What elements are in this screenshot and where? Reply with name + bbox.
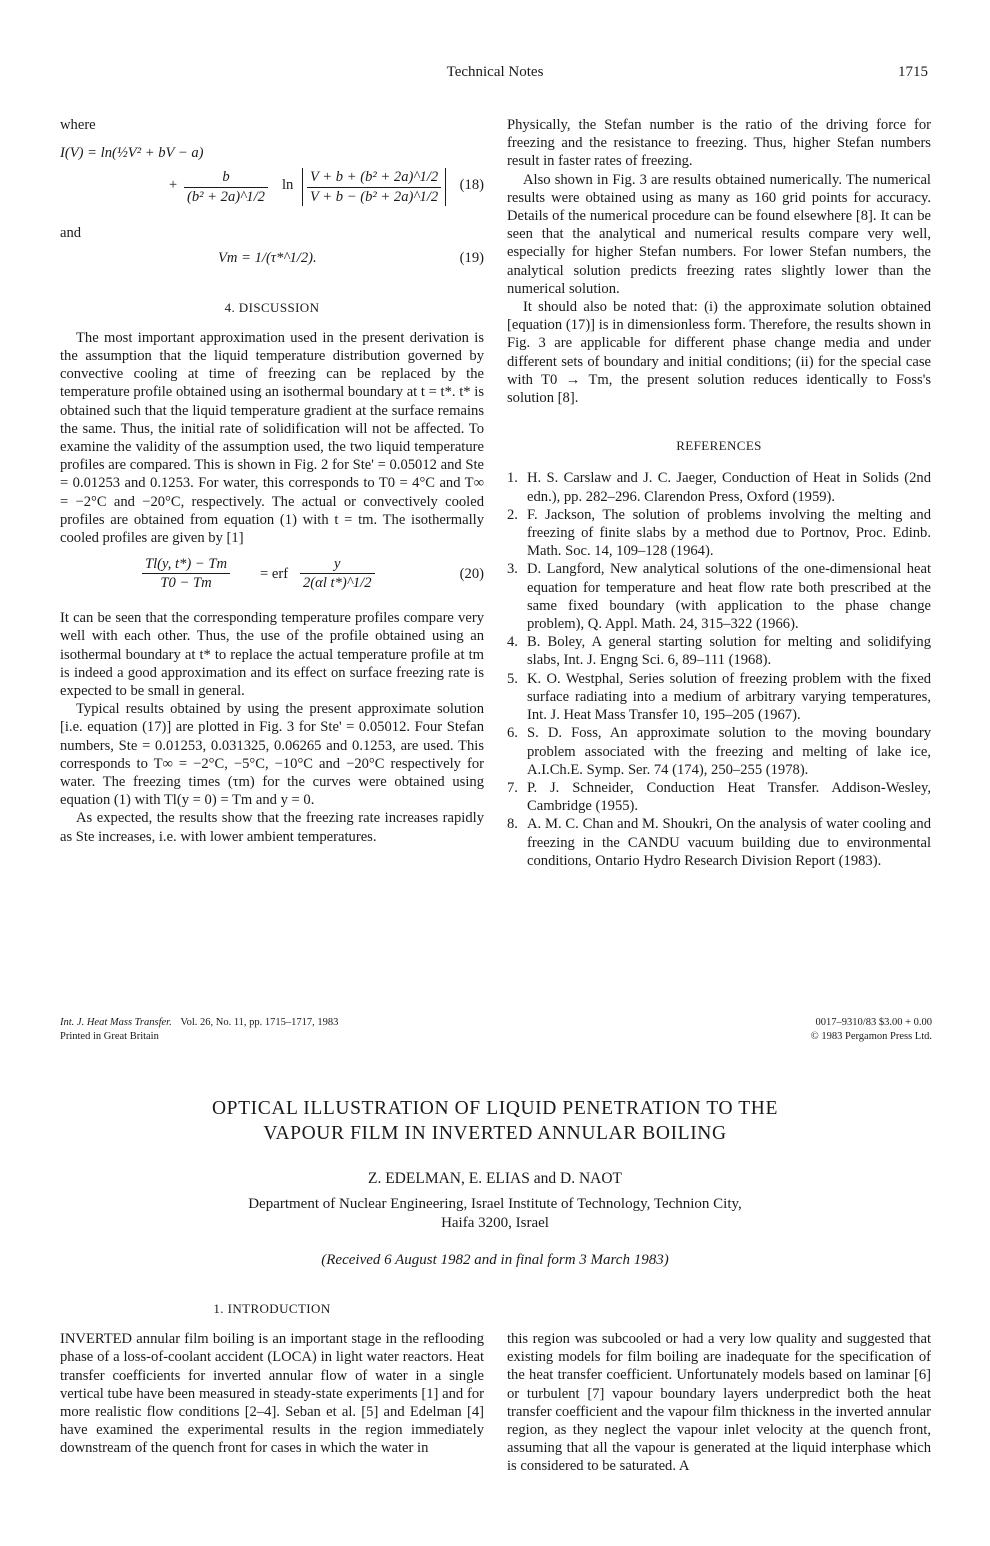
issn-code: 0017–9310/83 $3.00 + 0.00 [815,1017,932,1028]
introduction-right [507,1330,931,1476]
reference-number: 5. [507,670,518,687]
reference-number: 8. [507,816,518,833]
reference-number: 7. [507,779,518,796]
article-title-line1: OPTICAL ILLUSTRATION OF LIQUID PENETRATION TO THE [212,1098,778,1119]
equation-18-line2: + $\frac{b}{\text{(b² + 2a)\textasciicircum{}1/2}}$ ln $\frac{\text{V + b + (b² + 2a)\textasciicircum{}1/2}}{\text{V + b − (b² + 2a)\textasciicircum{}1/2}}$ (18) [168,169,484,205]
received-dates: (Received 6 August 1982 and in final form 3 March 1983) [321,1252,669,1268]
equation-18-bracket: $\frac{\text{V + b + (b² + 2a)\textasciicircum{}1/2}}{\text{V + b − (b² + 2a)\textasciicircum{}1/2}}$ [302,168,446,205]
reference-text: D. Langford, New analytical solutions of the one-dimensional heat equation for temperature and heat flow rate both prescribed at the same fixed boundary (with application to the phase change problem), Q. Appl. Math. 24, 315–322 (1966). [527,561,931,633]
reference-number: 1. [507,470,518,487]
introduction-paragraph-left: INVERTED annular film boiling is an important stage in the reflooding phase of a loss-of-coolant accident (LOCA) in light water reactors. Heat transfer coefficients for inverted annular flow of water in a single vertical tube have been measured in steady-state experiments [1] and for more realistic flow conditions [2–4]. Seban et al. [5] and Edelman [4] have examined the experimental results in the region immediately downstream of the quench front for cases in which the water in [60,1331,484,1457]
reference-text: K. O. Westphal, Series solution of freezing problem with the fixed surface radiating into a medium of arbitrary varying temperatures, Int. J. Heat Mass Transfer 10, 195–205 (1967). [527,670,931,724]
reference-number: 6. [507,725,518,742]
department-line2: Haifa 3200, Israel [441,1215,549,1231]
and-text: and [60,225,82,242]
reference-number: 3. [507,561,518,578]
reference-text: A. M. C. Chan and M. Shoukri, On the analysis of water cooling and freezing in the CANDU vacuum building due to environmental conditions, Ontario Hydro Research Division Report (1983). [527,816,931,869]
right-paragraph-2: Also shown in Fig. 3 are results obtained numerically. The numerical results were obtained using as many as 160 grid points for accuracy. Details of the numerical procedure can be found elsewhere [8]. It can be seen that the analytical and numerical results compare very well, especially for higher Stefan numbers. For lower Stefan numbers, the analytical solution predicts freezing rates slightly lower than the numerical solution. [507,171,931,297]
reference-text: B. Boley, A general starting solution for melting and solidifying slabs, Int. J. Engng Sci. 6, 89–111 (1968). [527,634,931,669]
page-number: 1715 [898,64,928,80]
equation-20-number: (20) [459,566,484,583]
equation-20: $\frac{Tl(y, t*) - Tm}{T0 - Tm}$ = erf $\frac{y}{\text{2(αl t*)\textasciicircum{}1/2}}$ (20) [60,555,484,603]
right-paragraph-3: It should also be noted that: (i) the approximate solution obtained [equation (17)] is in dimensionless form. Therefore, the results shown in Fig. 3 are applicable for different phase change media and under different sets of boundary and initial conditions; (ii) for the special case with T0 → Tm, the present solution reduces identically to Foss's solution [8]. [507,299,931,407]
discussion-heading: 4. DISCUSSION [224,299,320,315]
authors: Z. EDELMAN, E. ELIAS and D. NAOT [368,1170,622,1187]
equation-18-fraction: $\frac{b}{\text{(b² + 2a)\textasciicircum{}1/2}}$ [184,168,268,205]
reference-text: S. D. Foss, An approximate solution to the moving boundary problem associated with the freezing and melting of lake ice, A.I.Ch.E. Symp. Ser. 74 (174), 250–255 (1978). [527,725,931,778]
references-list [507,469,931,869]
reference-text: H. S. Carslaw and J. C. Jaeger, Conduction of Heat in Solids (2nd edn.), pp. 282–296. Clarendon Press, Oxford (1959). [527,470,931,505]
discussion-paragraph-4: As expected, the results show that the freezing rate increases rapidly as Ste increases, i.e. with lower ambient temperatures. [60,810,484,845]
reference-item [507,633,931,669]
reference-text: F. Jackson, The solution of problems involving the melting and freezing of finite slabs by a method due to Portnov, Proc. Edinb. Math. Soc. 14, 109–128 (1964). [527,506,931,560]
references-heading: REFERENCES [676,438,762,454]
equation-19-number: (19) [459,249,484,266]
reference-item [507,560,931,633]
equation-19: Vm = 1/(τ*^1/2). (19) [218,249,484,266]
right-column-top [507,116,931,870]
introduction-left [60,1300,484,1458]
right-paragraph-1: Physically, the Stefan number is the ratio of the driving force for freezing and the resistance to freezing. Thus, higher Stefan numbers result in faster rates of freezing. [507,117,931,170]
reference-item [507,670,931,725]
introduction-heading: 1. INTRODUCTION [213,1301,331,1316]
reference-item [507,815,931,870]
reference-number: 4. [507,634,518,651]
where-text: where [60,117,96,133]
printed-in: Printed in Great Britain [60,1031,159,1042]
copyright: © 1983 Pergamon Press Ltd. [810,1031,932,1042]
equation-18-line1: I(V) = ln(½V² + bV − a) [60,145,204,162]
reference-number: 2. [507,506,518,523]
reference-item [507,779,931,815]
department-line1: Department of Nuclear Engineering, Israel Institute of Technology, Technion City, [248,1196,742,1212]
left-column-top [60,116,484,846]
discussion-paragraph-2: It can be seen that the corresponding temperature profiles compare very well with each other. Thus, the use of the profile obtained using an isothermal boundary at t* to replace the actual temperature profile at tm is indeed a good approximation and its effect on surface freezing rate is expected to be small in general. [60,610,484,700]
reference-text: P. J. Schneider, Conduction Heat Transfer. Addison-Wesley, Cambridge (1955). [527,779,931,815]
reference-item [507,469,931,505]
article-title-line2: VAPOUR FILM IN INVERTED ANNULAR BOILING [263,1123,727,1144]
introduction-paragraph-right: this region was subcooled or had a very low quality and suggested that existing models for film boiling are inadequate for the specification of the heat transfer coefficient. Unfortunately models based on laminar [6] or turbulent [7] vapour boundary layers underpredict both the heat transfer coefficient and the vapour film thickness in the inverted annular region, as they neglect the vapour inlet velocity at the quench front, assuming that all the vapour is generated at the liquid interphase which is considered to be saturated. A [507,1331,931,1475]
reference-item [507,724,931,779]
running-title: Technical Notes [446,64,544,80]
journal-citation: Int. J. Heat Mass Transfer. Vol. 26, No. 11, pp. 1715–1717, 1983 [60,1017,339,1028]
equation-18-number: (18) [459,177,484,194]
discussion-paragraph-1: The most important approximation used in the present derivation is the assumption that the liquid temperature distribution governed by convective cooling at time of freezing can be replaced by the temperature profile obtained using an isothermal boundary at t = t*. t* is obtained such that the liquid temperature gradient at the surface remains the same. Thus, the initial rate of solidification will not be affected. To examine the validity of the assumption used, the two liquid temperature profiles are compared. This is shown in Fig. 2 for Ste' = 0.05012 and Ste = 0.01253 and 0.1253. For water, this corresponds to T0 = 4°C and T∞ = −2°C and −20°C, respectively. The actual or convectively cooled profiles are obtained from equation (1) with t = tm. The isothermally cooled profiles are given by [1] [60,329,484,547]
discussion-paragraph-3: Typical results obtained by using the present approximate solution [i.e. equation (17)] are plotted in Fig. 3 for Ste' = 0.05012. Four Stefan numbers, Ste = 0.01253, 0.031325, 0.06265 and 0.1253, are used. This corresponds to T∞ = −2°C, −5°C, −10°C and −20°C respectively for water. The freezing times (τm) for the curves were obtained using equation (1) with Tl(y = 0) = Tm and y = 0. [60,701,484,809]
reference-item [507,506,931,561]
